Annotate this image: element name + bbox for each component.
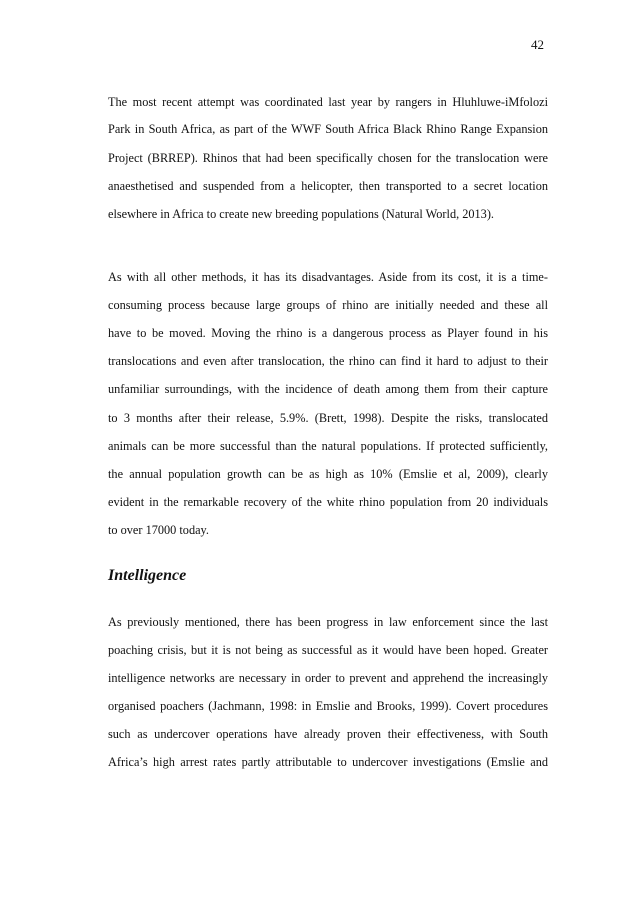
paragraph-3-line-3: intelligence networks are necessary in order to prevent and apprehend the increasingly: [108, 671, 548, 685]
paragraph-1-line-3: Project (BRREP). Rhinos that had been specifically chosen for the translocation were: [108, 151, 548, 165]
paragraph-2-line-6: to 3 months after their release, 5.9%. (Brett, 1998). Despite the risks, translocated: [108, 411, 548, 425]
page-number: 42: [531, 37, 544, 52]
paragraph-3-line-1: As previously mentioned, there has been progress in law enforcement since the last: [108, 615, 548, 629]
paragraph-3-line-6: Africa’s high arrest rates partly attributable to undercover investigations (Emslie and: [108, 755, 548, 769]
paragraph-2-line-5: unfamiliar surroundings, with the incidence of death among them from their capture: [108, 382, 548, 396]
paragraph-2-line-2: consuming process because large groups of rhino are initially needed and these all: [108, 298, 548, 312]
paragraph-2-line-1: As with all other methods, it has its disadvantages. Aside from its cost, it is a time-: [108, 270, 548, 284]
paragraph-1-line-2: Park in South Africa, as part of the WWF South Africa Black Rhino Range Expansion: [108, 122, 548, 136]
paragraph-2-line-10: to over 17000 today.: [108, 523, 209, 537]
section-heading: Intelligence: [108, 567, 187, 584]
paragraph-1-line-5: elsewhere in Africa to create new breeding populations (Natural World, 2013).: [108, 207, 495, 221]
paragraph-2-line-8: the annual population growth can be as high as 10% (Emslie et al, 2009), clearly: [108, 467, 548, 481]
paragraph-3-line-4: organised poachers (Jachmann, 1998: in Emslie and Brooks, 1999). Covert procedures: [108, 699, 548, 713]
paragraph-1-line-1: The most recent attempt was coordinated last year by rangers in Hluhluwe-iMfolozi: [108, 95, 548, 109]
paragraph-2-line-9: evident in the remarkable recovery of the white rhino population from 20 individuals: [108, 495, 548, 509]
paragraph-1-line-4: anaesthetised and suspended from a helicopter, then transported to a secret location: [108, 179, 548, 193]
paragraph-2-line-7: animals can be more successful than the natural populations. If protected sufficiently,: [108, 439, 548, 453]
paragraph-3-line-2: poaching crisis, but it is not being as successful as it would have been hoped. Greater: [108, 643, 548, 657]
paragraph-2-line-3: have to be moved. Moving the rhino is a dangerous process as Player found in his: [108, 326, 548, 340]
paragraph-3-line-5: such as undercover operations have already proven their effectiveness, with South: [108, 727, 548, 741]
paragraph-2-line-4: translocations and even after translocation, the rhino can find it hard to adjust to their: [108, 354, 548, 368]
